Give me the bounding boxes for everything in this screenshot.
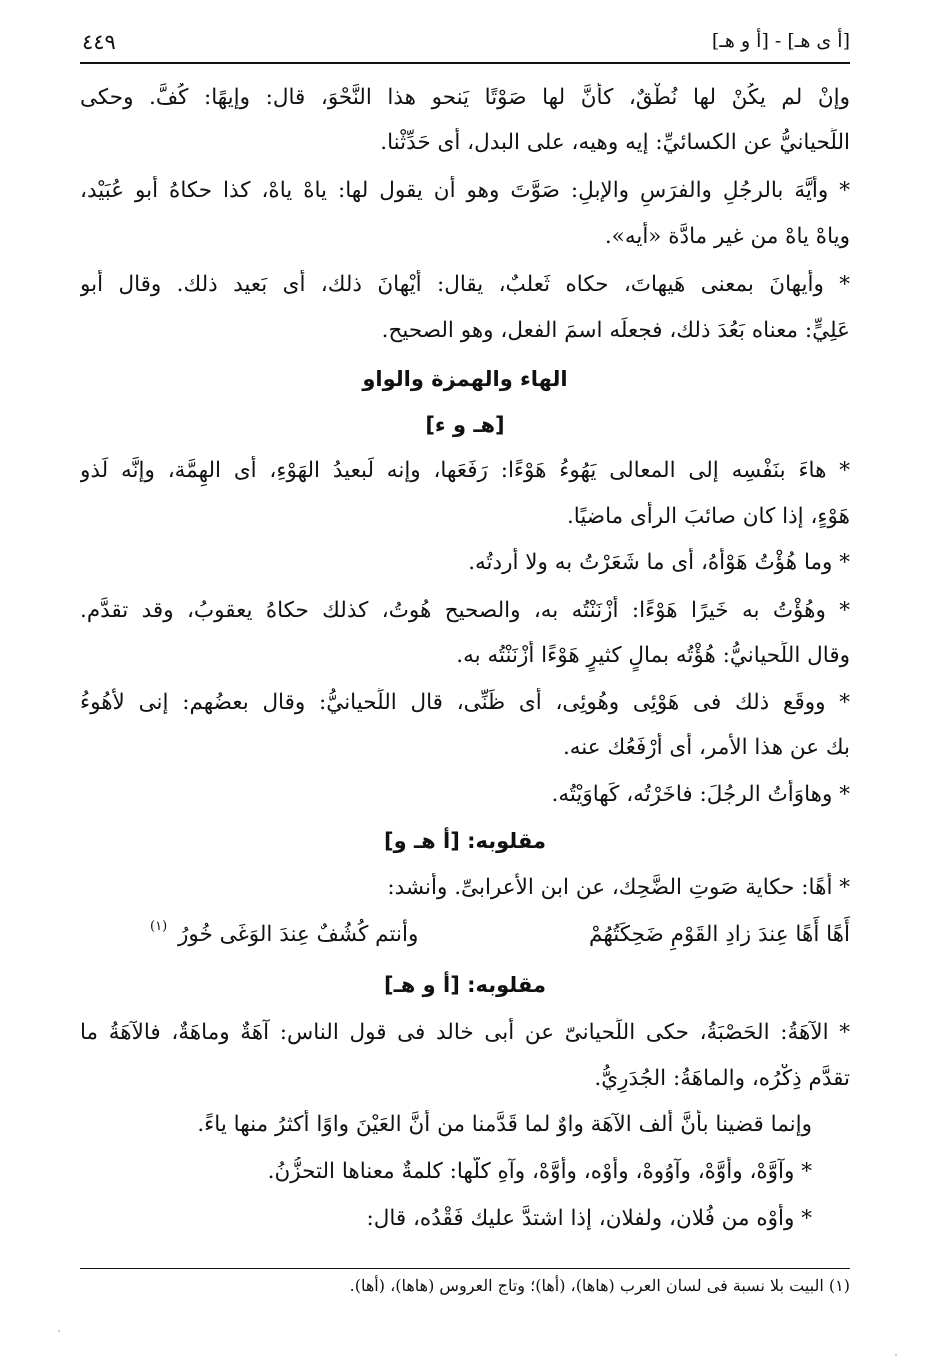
text-line: تقدَّم ذِكْرُه، والماهَةُ: الجُدَرِيُّ. bbox=[594, 1066, 850, 1091]
footnote: (١) البيت بلا نسبة فى لسان العرب (هاها)، (أها)؛ وتاج العروس (هاها)، (أها). bbox=[349, 1276, 850, 1295]
running-header: [أ ى هـ] - [أ و هـ] bbox=[711, 30, 850, 52]
text-line: * هاءَ بنَفْسِه إلى المعالى يَهُوءُ هَوْءًا: رَفَعَها، وإنه لَبعيدُ الهَوْءِ، أى الهِمَّة، وإنَّه لَذو bbox=[80, 458, 850, 483]
text-line: * وهاوَأْتُ الرجُلَ: فاخَرْتُه، كَهاوَيْتُه. bbox=[551, 782, 850, 807]
text-line: هَوْءٍ، إذا كان صائبَ الرأى ماضيًا. bbox=[566, 504, 850, 529]
text-line: * وأوْه من فُلان، ولفلان، إذا اشتدَّ عليك فَقْدُه، قال: bbox=[366, 1206, 812, 1231]
verse-second-hemistich: وأنتم كُشُفٌ عِندَ الوَغَى خُورُ bbox=[178, 922, 419, 947]
scan-speck bbox=[58, 1330, 60, 1332]
text-line: * الآهَةُ: الحَصْبَةُ، حكى اللِّحيانىّ عن أبى خالد فى قول الناس: آهَةٌ وماهَةٌ، فالآهَةُ ما bbox=[80, 1020, 850, 1045]
scan-speck bbox=[895, 1354, 897, 1356]
text-line: * وما هُؤْتُ هَوْأَهُ، أى ما شَعَرْتُ به ولا أردتُه. bbox=[468, 550, 850, 575]
root-heading: مقلوبه: [أ و هـ] bbox=[384, 973, 546, 997]
text-line: اللِّحيانيُّ عن الكسائيِّ: إيه وهيه، على البدل، أى حَدِّثْنا. bbox=[380, 130, 850, 155]
text-line: وقال اللِّحيانيُّ: هُؤْتُه بمالٍ كثيرٍ هَوْءًا أزْنَنْتُه به. bbox=[456, 643, 850, 668]
text-line: وياهْ ياهْ من غير مادَّة «أيه». bbox=[604, 224, 850, 249]
root-heading: [هـ و ء] bbox=[425, 413, 505, 437]
text-line: * وأَيَّهَ بالرجُلِ والفرَسِ والإبلِ: صَوَّتَ وهو أن يقول لها: ياهْ ياهْ، كذا حكاهُ أبو عُبَيْد، bbox=[80, 178, 850, 203]
text-line: وإنْ لم يكُنْ لها نُطْقٌ، كأنَّ لها صَوْتًا يَنحو هذا النَّحْوَ، قال: وإيهًا: كُفَّ. وحكى bbox=[80, 85, 850, 110]
text-line: * وآوَّهْ، وأَوَّهْ، وآوُوهْ، وأوْه، وأوَّهْ، وآهِ كلُّها: كلمةٌ معناها التحزُّنُ. bbox=[267, 1159, 812, 1184]
chapter-heading: الهاء والهمزة والواو bbox=[362, 367, 568, 391]
text-line: * وهُؤْتُ به خَيرًا هَوْءًا: أزْنَنْتُه به، والصحيح هُوتُ، كذلك حكاهُ يعقوبُ، وقد تقدَّم. bbox=[80, 598, 850, 623]
footnote-rule bbox=[80, 1268, 850, 1269]
footnote-marker: (١) bbox=[150, 919, 168, 934]
text-line: * أَهًا: حكاية صَوتِ الضَّحِك، عن ابن الأعرابىِّ. وأنشد: bbox=[387, 875, 850, 900]
text-line: * ووقَع ذلك فى هَوْئِى وهُوئِى، أى ظَنِّى، قال اللِّحيانيُّ: وقال بعضُهم: إنى لأَهُوءُ bbox=[80, 690, 850, 715]
text-line: بك عن هذا الأمر، أى أرْفَعُك عنه. bbox=[562, 735, 850, 760]
root-heading: مقلوبه: [أ هـ و] bbox=[384, 829, 546, 853]
page-number: ٤٤٩ bbox=[82, 30, 116, 54]
text-line: وإنما قضينا بأنَّ ألف الآهَة واوٌ لما قَدَّمنا من أنَّ العَيْنَ واوًا أكثرُ منها ياءً. bbox=[197, 1112, 812, 1137]
header-rule bbox=[80, 62, 850, 64]
text-line: * وأيهانَ بمعنى هَيهاتَ، حكاه ثَعلبٌ، يقال: أيْهانَ ذلك، أى بَعيد ذلك. وقال أبو bbox=[80, 272, 850, 297]
text-line: عَلِيٍّ: معناه بَعُدَ ذلك، فجعلَه اسمَ الفعل، وهو الصحيح. bbox=[381, 318, 850, 343]
verse-first-hemistich: أَهًا أَهًا عِندَ زادِ القَوْمِ ضَحِكَتُهُمْ bbox=[589, 922, 850, 947]
